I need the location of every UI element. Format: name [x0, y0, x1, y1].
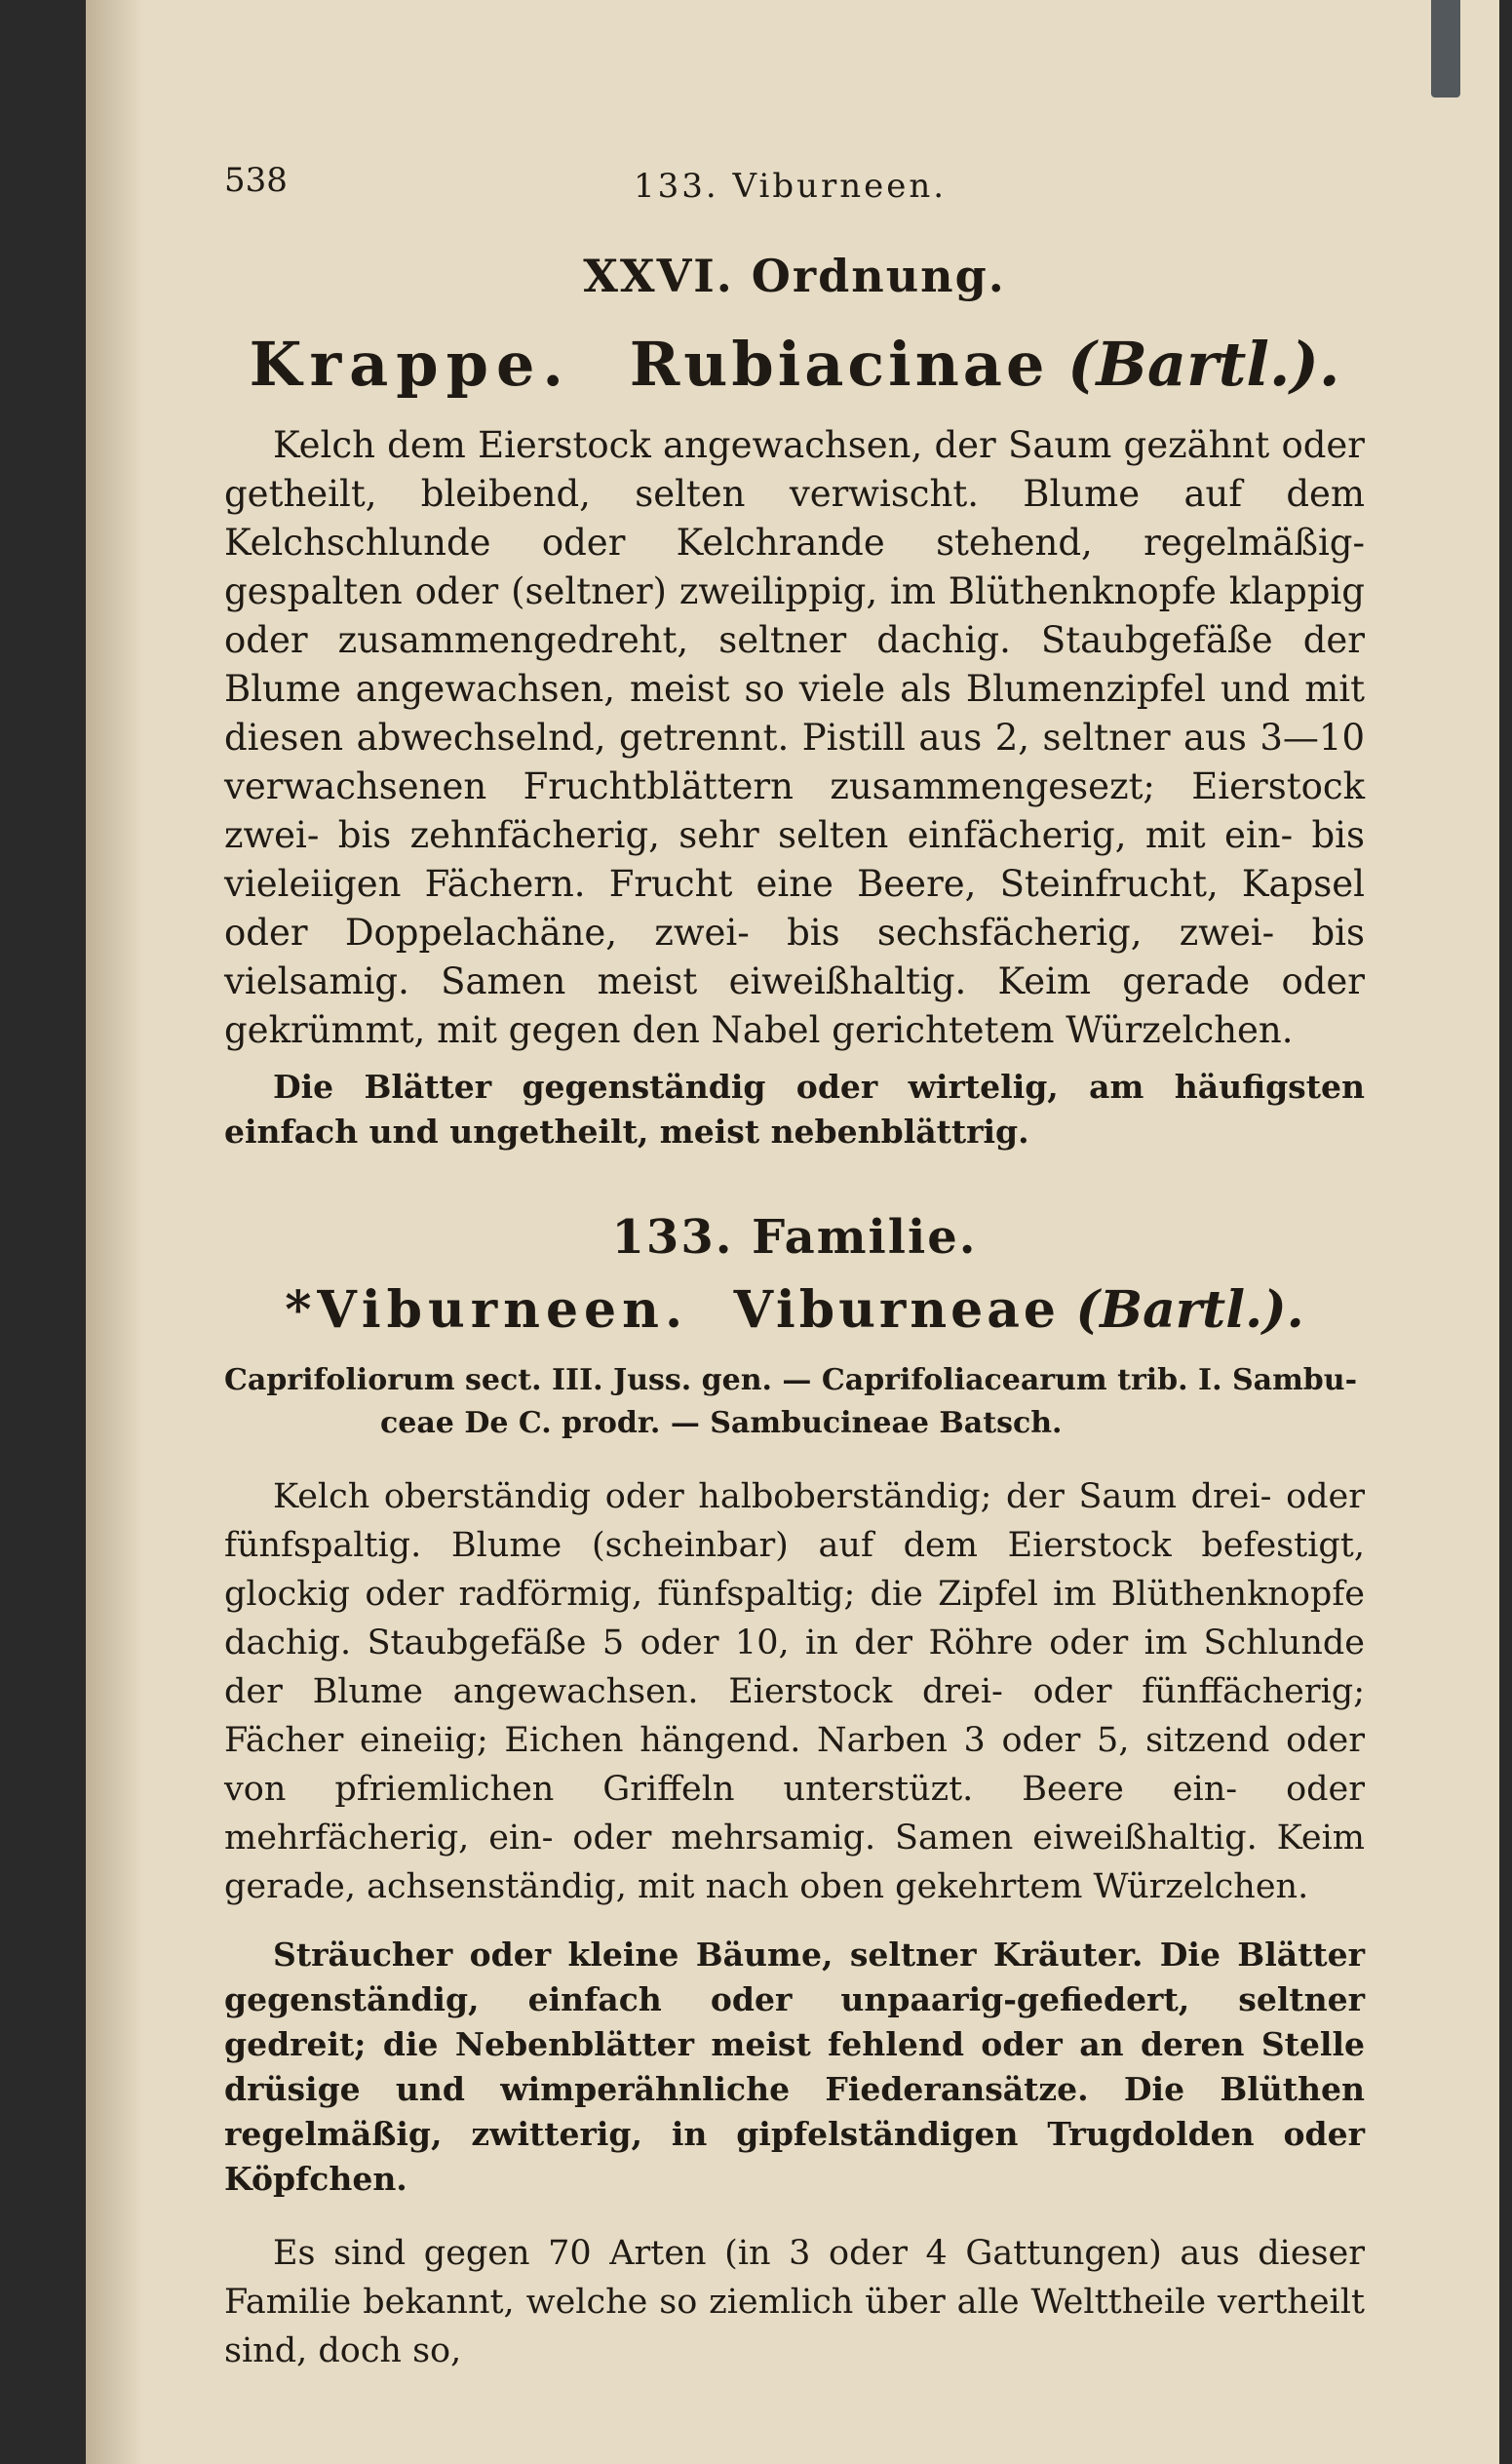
family-author: (Bartl.).	[1075, 1280, 1304, 1340]
order-description: Kelch dem Eierstock angewachsen, der Saum gezähnt oder getheilt, bleibend, selten verwischt. Blume auf dem Kelchschlunde oder Kelchrande stehend, regelmäßig- gespalten oder (seltner) zweilippig, im Blüthenknopfe klappig oder zusammengedreht, seltner dachig. Staubgefäße der Blume angewachsen, meist so viele als Blumenzipfel und mit diesen abwechselnd, getrennt. Pistill aus 2, seltner aus 3—10 verwachsenen Fruchtblättern zusammengesezt; Eierstock zwei- bis zehnfächerig, sehr selten einfächerig, mit ein- bis vieleiigen Fächern. Frucht eine Beere, Steinfrucht, Kapsel oder Doppelachäne, zwei- bis sechsfächerig, zwei- bis vielsamig. Samen meist eiweißhaltig. Keim gerade oder gekrümmt, mit gegen den Nabel gerichtetem Würzelchen.	[224, 424, 1365, 1051]
family-german-name: *Viburneen.	[285, 1280, 689, 1340]
page-number: 538	[224, 161, 288, 200]
order-author: (Bartl.).	[1067, 329, 1340, 400]
order-name	[224, 330, 1365, 400]
order-leaves-note: Die Blätter gegenständig oder wirtelig, am häufigsten einfach und ungetheilt, meist nebenblättrig.	[224, 1068, 1365, 1151]
family-latin-name: Viburneae	[733, 1280, 1060, 1340]
running-title: 133. Viburneen.	[634, 167, 948, 206]
page-gutter-shadow	[86, 0, 144, 2464]
family-synonyms	[224, 1359, 1365, 1445]
running-head	[224, 156, 1365, 215]
order-latin-name: Rubiacinae	[629, 329, 1049, 400]
synonyms-line-1: Caprifoliorum sect. III. Juss. gen. — Caprifoliacearum trib. I. Sambu-	[224, 1363, 1358, 1397]
text-column	[224, 156, 1365, 2375]
family-distribution: Es sind gegen 70 Arten (in 3 oder 4 Gattungen) aus dieser Familie bekannt, welche so ziemlich über alle Welttheile vertheilt sind, doch so,	[224, 2234, 1365, 2370]
family-number: 133. Familie.	[611, 1210, 978, 1265]
order-german-name: Krappe.	[249, 329, 572, 400]
family-name	[224, 1279, 1365, 1342]
synonyms-line-2: ceae De C. prodr. — Sambucineae Batsch.	[380, 1406, 1063, 1440]
family-description: Kelch oberständig oder halboberständig; der Saum drei- oder fünfspaltig. Blume (scheinbar) auf dem Eierstock befestigt, glockig oder radförmig, fünfspaltig; die Zipfel im Blüthenknopfe dachig. Staubgefäße 5 oder 10, in der Röhre oder im Schlunde der Blume angewachsen. Eierstock drei- oder fünffächerig; Fächer eineiig; Eichen hängend. Narben 3 oder 5, sitzend oder von pfriemlichen Griffeln unterstüzt. Beere ein- oder mehrfächerig, ein- oder mehrsamig. Samen eiweißhaltig. Keim gerade, achsenständig, mit nach oben gekehrtem Würzelchen.	[224, 1477, 1365, 1906]
book-clip	[1431, 0, 1460, 98]
order-heading: XXVI. Ordnung.	[583, 250, 1006, 302]
family-habit-note: Sträucher oder kleine Bäume, seltner Kräuter. Die Blätter gegenständig, einfach oder unpaarig-gefiedert, seltner gedreit; die Nebenblätter meist fehlend oder an deren Stelle drüsige und wimperähnliche Fiederansätze. Die Blüthen regelmäßig, zwitterig, in gipfelständigen Trugdolden oder Köpfchen.	[224, 1936, 1365, 2198]
